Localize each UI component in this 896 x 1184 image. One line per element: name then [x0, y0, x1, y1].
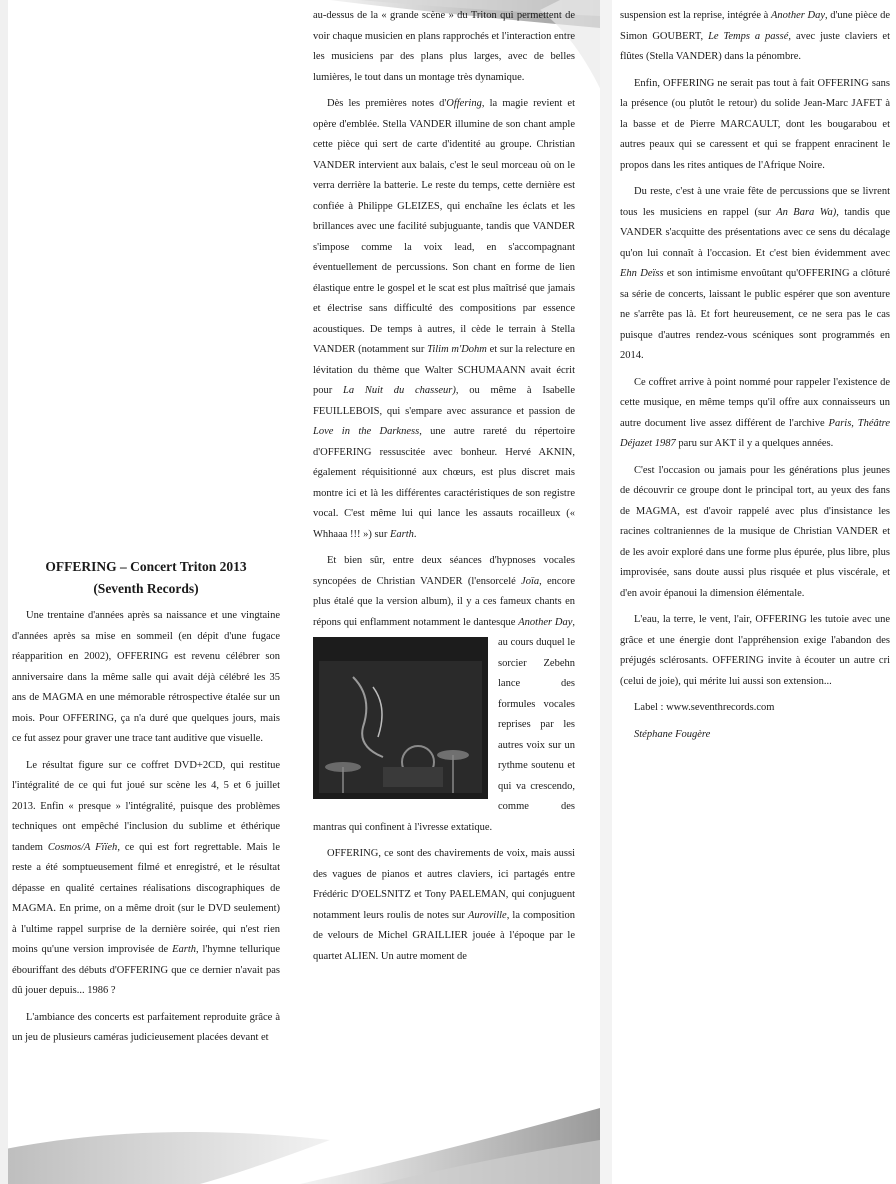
right-column	[620, 6, 890, 751]
paragraph: L'ambiance des concerts est parfaitement reproduite grâce à un jeu de plusieurs caméras judicieusement placées devant et	[12, 1011, 280, 1043]
paragraph: Le résultat figure sur ce coffret DVD+2CD, qui restitue l'intégralité de ce qui fut joué sur scène les 4, 5 et 6 juillet 2013. Enfin « presque » l'intégralité, puisque des problèmes techniques ont empêché l'inclusion du sublime et éthérique tandem Cosmos/A Fïïeh, ce qui est fort regrettable. Mais le reste a été somptueusement filmé et enregistré, et le résultat dépasse en qualité certaines réalisations discographiques de MAGMA. En prime, on a même droit (sur le DVD seulement) à l'ultime rappel surprise de la dernière soirée, qui n'est rien moins qu'une version improvisée de Earth, l'hymne tellurique ébouriffant des débuts d'OFFERING que ce dernier n'avait pas dû jouer depuis... 1986 ?	[12, 759, 281, 996]
paragraph: OFFERING, ce sont des chavirements de voix, mais aussi des vagues de pianos et autres claviers, ici partagés entre Frédéric D'OELSNITZ et Tony PAELEMAN, qui conjuguent notamment leurs roulis de notes sur Auroville, la composition de velours de Michel GRAILLIER jouée à l'époque par le quartet ALIEN. Un autre moment de	[313, 848, 575, 962]
author-signature: Stéphane Fougère	[634, 728, 711, 740]
album-cover-artwork	[313, 637, 488, 799]
paragraph: L'eau, la terre, le vent, l'air, OFFERING les tutoie avec une grâce et une énergie dont l'appréhension exige l'abandon des préjugés sclérosants. OFFERING invite à écouter un autre cri (celui de joie), qui mérite lui aussi son extension...	[620, 614, 890, 687]
paragraph: Enfin, OFFERING ne serait pas tout à fait OFFERING sans la présence (ou plutôt le retour) du solide Jean-Marc JAFET à la basse et de Pierre MARCAULT, dont les bougarabou et autres peaux qui se caressent et qui se frappent enracinent le propos dans les rites antiques de l'Afrique Noire.	[620, 77, 890, 171]
paragraph: Et bien sûr, entre deux séances d'hypnoses vocales syncopées de Christian VANDER (l'ensorcelé Joïa, encore plus étalé que la version album), il y a ces fameux chants en répons qui enflamment notamment le dantesque Another Day, au cours duquel le sorcier Zebehn lance des formules vocales reprises par les autres voix sur un rythme soutenu et qui va crescendo, comme des mantras qui confinent à l'ivresse extatique.	[313, 555, 575, 833]
paragraph: C'est l'occasion ou jamais pour les générations plus jeunes de découvrir ce groupe dont le principal tort, au yeux des fans de MAGMA, est d'avoir rappelé avec plus d'insistance les racines coltraniennes de la musique de Christian VANDER et de les avoir exploré dans une forme plus épurée, plus libre, plus improvisée, sans doute aussi plus risquée et plus viscérale, et d'en avoir épanoui la dimension élémentale.	[620, 464, 890, 599]
paragraph: suspension est la reprise, intégrée à Another Day, d'une pièce de Simon GOUBERT, Le Temps a passé, avec juste claviers et flûtes (Stella VANDER) dans la pénombre.	[620, 10, 890, 62]
paragraph: Ce coffret arrive à point nommé pour rappeler l'existence de cette musique, en même temps qu'il offre aux connaisseurs un autre document live assez différent de l'archive Paris, Théâtre Déjazet 1987 paru sur AKT il y a quelques années.	[620, 376, 891, 449]
title-line-1: OFFERING – Concert Triton 2013	[45, 559, 247, 574]
title-line-2: (Seventh Records)	[93, 581, 199, 596]
article-title	[12, 556, 280, 600]
left-column	[12, 556, 280, 1055]
paragraph: Du reste, c'est à une vraie fête de percussions que se livrent tous les musiciens en rappel (sur An Bara Wa), tandis que VANDER s'acquitte des présentations avec ce sens du décalage qu'on lui connaît à l'occasion. Et c'est bien évidemment avec Ehn Deïss et son intimisme envoûtant qu'OFFERING a clôturé sa série de concerts, laissant le public espérer que son aventure ne s'arrête pas là. Et fort heureusement, ce ne sera pas le cas puisque d'autres rendez-vous scéniques sont programmés en 2014.	[620, 186, 891, 361]
album-cover-image	[313, 637, 488, 799]
label-link[interactable]: Label : www.seventhrecords.com	[634, 702, 775, 713]
paragraph: Une trentaine d'années après sa naissance et une vingtaine d'années après sa mise en sommeil (en dépit d'une fugace réapparition en 2002), OFFERING est revenu célébrer son anniversaire dans la même salle qui avait déjà célébré les 35 ans de MAGMA en une mémorable rétrospective étalée sur un mois. Pour OFFERING, ça n'a duré que quelques jours, mais ce fut assez pour graver une trace tant auditive que visuelle.	[12, 610, 280, 744]
paragraph: au-dessus de la « grande scène » du Triton qui permettent de voir chaque musicien en plans rapprochés et l'interaction entre les musiciens par des plans plus larges, avec de belles lumières, le tout dans un montage très dynamique.	[313, 10, 575, 83]
middle-column	[313, 6, 575, 973]
paragraph: Dès les premières notes d'Offering, la magie revient et opère d'emblée. Stella VANDER illumine de son chant ample cette pièce qui sert de carte d'identité au groupe. Christian VANDER intervient aux balais, c'est le seul morceau où on le verra derrière la batterie. Le reste du temps, cette dernière est confiée à Philippe GLEIZES, qui enchaîne les éclats et les brillances avec une facilité subjuguante, tandis que VANDER s'impose comme la voix lead, en s'accompagnant éventuellement de percussions. Son chant en forme de lien élastique entre le gospel et le scat est plus maîtrisé que jamais et électrise sans difficulté des compositions par essence acoustiques. De temps à autres, il cède le terrain à Stella VANDER (notamment sur Tilim m'Dohm et sur la relecture en lévitation du thème que Walter SCHUMAANN avait écrit pour La Nuit du chasseur), ou même à Isabelle FEUILLEBOIS, qui s'empare avec assurance et passion de Love in the Darkness, une autre rareté du répertoire d'OFFERING ressuscitée avec bonheur. Hervé AKNIN, également réquisitionné aux chœurs, est plus discret mais montre ici et là les différentes caractéristiques de son registre vocal. C'est même lui qui lance les assauts rocailleux (« Whhaaa !!! ») sur Earth.	[313, 98, 576, 540]
